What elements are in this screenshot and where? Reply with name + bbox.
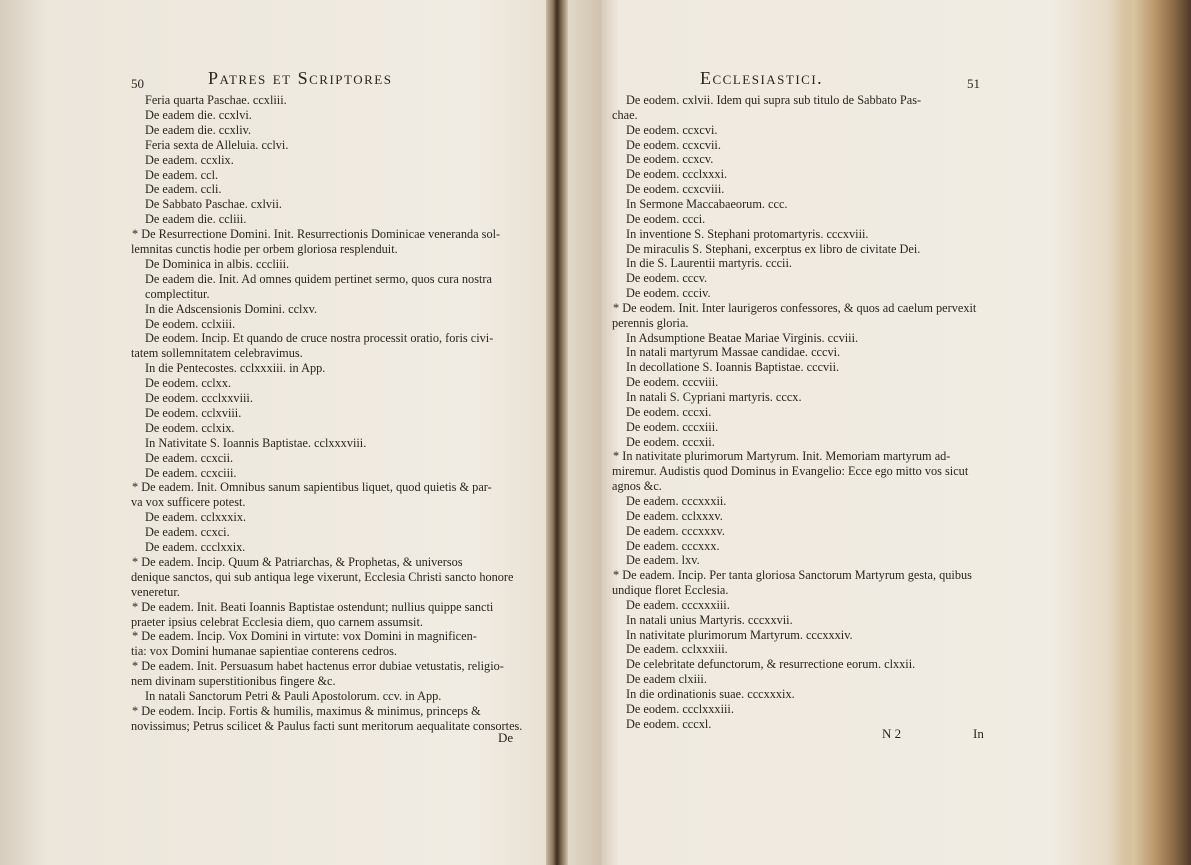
text-line: De eodem. cccv. xyxy=(626,271,708,286)
text-line: In die S. Laurentii martyris. cccii. xyxy=(626,256,792,271)
text-line: In die ordinationis suae. cccxxxix. xyxy=(626,687,795,701)
text-line: * De eadem. Init. Omnibus sanum sapientibus liquet, quod quietis & par- xyxy=(132,480,492,495)
text-line: lemnitas cunctis hodie per orbem gloriosa resplenduit. xyxy=(131,242,398,256)
text-line: In decollatione S. Ioannis Baptistae. cccvii. xyxy=(626,360,840,375)
right-page-number: 51 xyxy=(967,76,980,91)
text-line: Feria sexta de Alleluia. cclvi. xyxy=(145,137,289,152)
text-line: De eodem. cclxix. xyxy=(145,420,235,435)
text-line: De eadem. ccclxxix. xyxy=(145,540,246,554)
text-line: * De eodem. Init. Inter laurigeros confessores, & quos ad caelum pervexit xyxy=(613,300,977,315)
text-line: De celebritate defunctorum, & resurrectione eorum. clxxii. xyxy=(626,657,916,672)
text-line: chae. xyxy=(612,107,638,122)
text-line: * De eadem. Incip. Per tanta gloriosa Sanctorum Martyrum gesta, quibus xyxy=(613,568,972,583)
text-line: De eadem. cclxxxiii. xyxy=(626,642,728,657)
text-line: * De eadem. Init. Persuasum habet hactenus error dubiae vetustatis, religio- xyxy=(132,659,504,674)
text-line: De eadem clxiii. xyxy=(626,672,707,687)
text-line: praeter ipsius celebrat Ecclesia diem, quo carnem assumsit. xyxy=(131,614,423,629)
text-line: De miraculis S. Stephani, excerptus ex libro de civitate Dei. xyxy=(626,241,921,256)
text-line: De Dominica in albis. cccliii. xyxy=(145,256,290,271)
text-line: novissimus; Petrus scilicet & Paulus facti sunt meritorum aequalitate consortes. xyxy=(131,718,523,733)
text-line: De eodem. cclxiii. xyxy=(145,316,236,331)
left-page xyxy=(0,0,546,865)
text-line: In die Adscensionis Domini. cclxv. xyxy=(145,301,318,316)
text-line: * De eadem. Incip. Vox Domini in virtute: vox Domini in magnificen- xyxy=(132,629,477,644)
right-catchword: In xyxy=(973,726,984,741)
signature-mark: N 2 xyxy=(882,726,902,741)
text-line: De eadem. lxv. xyxy=(626,553,700,568)
text-line: De eodem. ccclxxxi. xyxy=(626,167,728,182)
text-line: * De eodem. Incip. Fortis & humilis, maximus & minimus, princeps & xyxy=(132,703,481,718)
text-line: De eadem die. ccxliv. xyxy=(145,122,252,137)
text-line: veneretur. xyxy=(131,584,180,599)
text-line: De eadem. cccxxx. xyxy=(626,538,720,553)
text-line: De eadem. ccxciii. xyxy=(145,465,237,480)
text-line: De eadem. ccl. xyxy=(145,167,219,182)
text-line: In natali Sanctorum Petri & Pauli Apostolorum. ccv. in App. xyxy=(145,689,442,703)
text-line: De eodem. ccciv. xyxy=(626,286,711,301)
text-line: tia: vox Domini humanae sapientiae conterens cedros. xyxy=(131,644,398,659)
text-line: In Sermone Maccabaeorum. ccc. xyxy=(626,196,788,211)
text-line: De eodem. ccclxxxiii. xyxy=(626,701,734,716)
text-line: De eodem. cxlvii. Idem qui supra sub titulo de Sabbato Pas- xyxy=(626,93,922,107)
text-line: De eodem. ccxcvi. xyxy=(626,122,718,137)
text-line: De eadem die. ccliii. xyxy=(145,212,247,227)
text-line: De eodem. cclxviii. xyxy=(145,405,242,420)
text-line: De eodem. ccclxxviii. xyxy=(145,391,253,405)
text-line: De eodem. cccviii. xyxy=(626,375,719,390)
text-line: * De eadem. Init. Beati Ioannis Baptistae ostendunt; nullius quippe sancti xyxy=(132,599,494,614)
text-line: De eadem. cccxxxiii. xyxy=(626,597,730,612)
text-line: denique sanctos, qui sub antiqua lege vixerunt, Ecclesia Christi sancto honore xyxy=(131,569,514,584)
text-line: miremur. Audistis quod Dominus in Evangelio: Ecce ego mitto vos sicut xyxy=(612,464,969,479)
text-line: De Sabbato Paschae. cxlvii. xyxy=(145,197,282,212)
text-line: In natali unius Martyris. cccxxvii. xyxy=(626,612,793,627)
text-line: perennis gloria. xyxy=(612,315,689,330)
text-line: De eodem. cclxx. xyxy=(145,376,232,391)
text-line: De eadem. ccxlix. xyxy=(145,152,234,167)
right-page xyxy=(568,0,1116,865)
text-line: De eadem. cclxxxv. xyxy=(626,508,723,523)
text-line: In Nativitate S. Ioannis Baptistae. cclxxxviii. xyxy=(145,435,367,450)
right-running-title: Ecclesiastici. xyxy=(700,68,824,88)
text-line: De eodem. ccxcviii. xyxy=(626,182,725,197)
text-line: In Adsumptione Beatae Mariae Virginis. ccviii. xyxy=(626,330,859,345)
book-gutter xyxy=(546,0,568,865)
text-line: Feria quarta Paschae. ccxliii. xyxy=(145,93,287,107)
left-running-title: Patres et Scriptores xyxy=(208,68,393,88)
page-edges xyxy=(1115,0,1191,865)
text-line: * De Resurrectione Domini. Init. Resurrectionis Dominicae veneranda sol- xyxy=(132,227,501,242)
text-line: De eodem. ccci. xyxy=(626,211,706,226)
text-line: tatem sollemnitatem celebravimus. xyxy=(131,346,303,361)
text-line: De eadem. cclxxxix. xyxy=(145,510,247,525)
text-line: * De eadem. Incip. Quum & Patriarchas, & Prophetas, & universos xyxy=(132,554,463,569)
text-line: De eodem. cccxiii. xyxy=(626,419,719,434)
text-line: In natali S. Cypriani martyris. cccx. xyxy=(626,390,802,404)
text-line: De eodem. cccxii. xyxy=(626,434,715,449)
text-line: De eadem die. Init. Ad omnes quidem pertinet sermo, quos cura nostra xyxy=(145,271,492,286)
text-line: In inventione S. Stephani protomartyris. cccxviii. xyxy=(626,226,869,241)
left-page-number: 50 xyxy=(131,76,144,91)
text-line: De eadem die. ccxlvi. xyxy=(145,107,252,122)
text-line: De eodem. Incip. Et quando de cruce nostra processit oratio, foris civi- xyxy=(145,331,494,346)
text-line: * In nativitate plurimorum Martyrum. Init. Memoriam martyrum ad- xyxy=(613,449,951,464)
text-line: De eodem. ccxcv. xyxy=(626,152,714,167)
text-line: va vox sufficere potest. xyxy=(131,495,246,510)
text-line: De eodem. cccxl. xyxy=(626,716,712,731)
text-line: De eodem. ccxcvii. xyxy=(626,137,721,152)
text-line: De eadem. ccli. xyxy=(145,182,222,197)
text-line: De eadem. cccxxxv. xyxy=(626,523,725,538)
text-line: In die Pentecostes. cclxxxiii. in App. xyxy=(145,361,326,376)
text-line: agnos &c. xyxy=(612,479,662,494)
text-line: undique floret Ecclesia. xyxy=(612,583,729,598)
text-line: De eadem. cccxxxii. xyxy=(626,493,727,508)
text-line: nem divinam superstitionibus fingere &c. xyxy=(131,674,336,689)
text-line: De eadem. ccxci. xyxy=(145,525,230,540)
text-line: In nativitate plurimorum Martyrum. cccxxxiv. xyxy=(626,627,853,642)
text-line: De eadem. ccxcii. xyxy=(145,450,234,465)
text-line: complectitur. xyxy=(145,286,210,301)
text-line: De eodem. cccxi. xyxy=(626,404,712,419)
left-catchword: De xyxy=(498,730,514,745)
text-line: In natali martyrum Massae candidae. cccvi. xyxy=(626,345,841,360)
